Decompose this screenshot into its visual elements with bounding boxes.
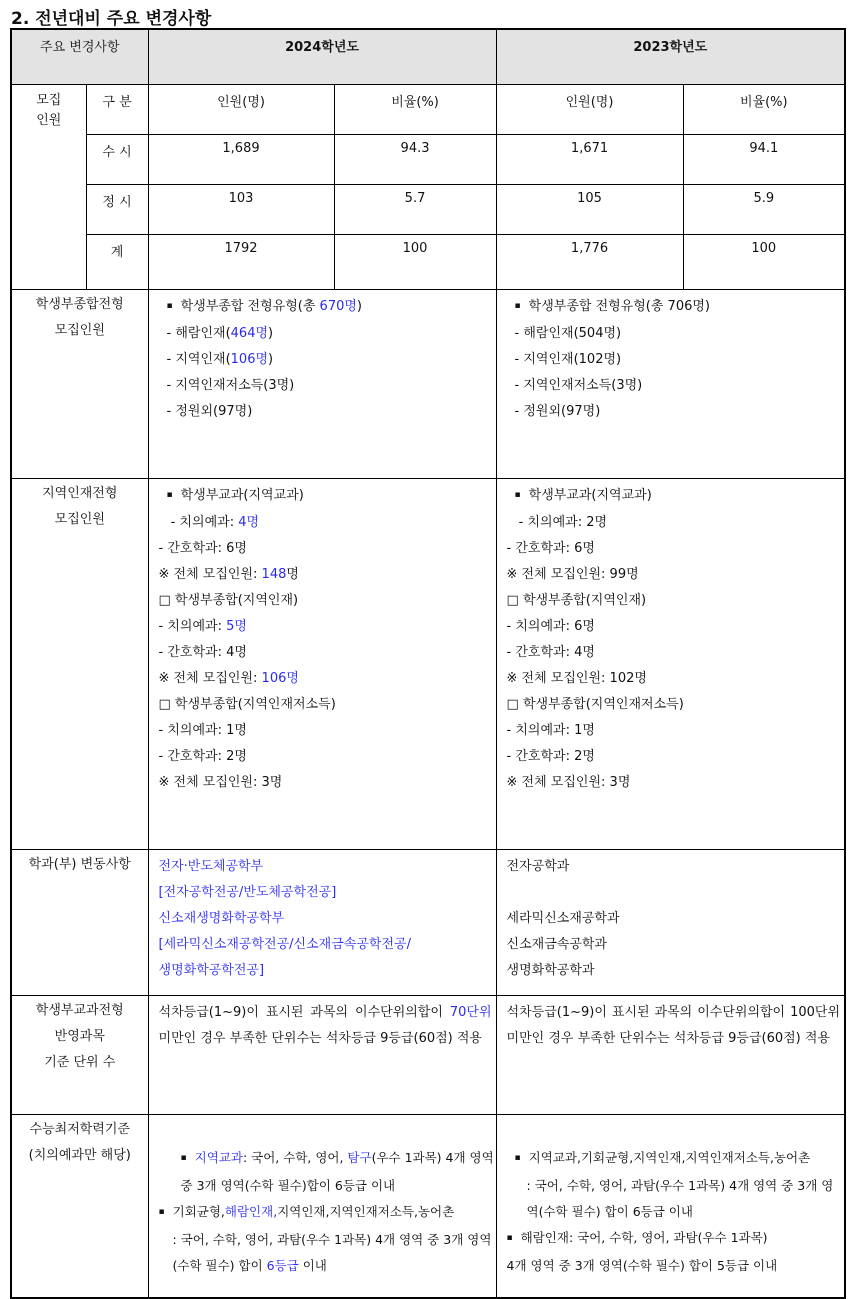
list-item: ▪ 지역교과: 국어, 수학, 영어, 탐구(우수 1과목) 4개 영역중 3개 영역(수학 필수)합이 6등급 이내 [159, 1145, 496, 1199]
list-item: ▪ 기회균형,해람인재,지역인재,지역인재저소득,농어촌 [159, 1199, 496, 1227]
list-item: - 정원외(97명) [514, 404, 601, 419]
list-item: - 정원외(97명) [166, 404, 253, 419]
cell: 1,671 [496, 135, 683, 185]
regional-row [11, 479, 845, 850]
list-item: [전자공학전공/반도체공학전공] [158, 885, 337, 900]
ratio-header-2023: 비율(%) [683, 85, 845, 135]
cell: 5.9 [683, 185, 845, 235]
list-item: 신소재금속공학과 [506, 937, 607, 952]
list-item: ▪ 학생부교과(지역교과) [159, 483, 496, 510]
table-row [11, 135, 845, 185]
csat-2024 [148, 1115, 496, 1299]
list-item: □ 학생부종합(지역인재) [506, 593, 647, 608]
list-item: ※ 전체 모집인원: 148명 [158, 567, 299, 582]
list-item: 전자공학과 [506, 859, 570, 874]
cell: 94.3 [334, 135, 496, 185]
list-item: ※ 전체 모집인원: 106명 [158, 671, 299, 686]
departments-label: 학과(부) 변동사항 [11, 850, 148, 996]
departments-2024 [148, 850, 496, 996]
list-item: ▪ 학생부종합 전형유형(총 706명) [507, 294, 845, 321]
list-item: - 지역인재(106명) [166, 352, 274, 367]
list-item: : 국어, 수학, 영어, 과탐(우수 1과목) 4개 영역 중 3개 영역(수학 필수) 합이 6등급 이내 [526, 1178, 834, 1219]
list-item: 4개 영역 중 3개 영역(수학 필수) 합이 5등급 이내 [506, 1258, 778, 1273]
list-item: □ 학생부종합(지역인재) [158, 593, 299, 608]
label-line: 반영과목 [54, 1029, 105, 1044]
header-label: 주요 변경사항 [11, 29, 148, 85]
changes-table [10, 28, 846, 1299]
ratio-header-2024: 비율(%) [334, 85, 496, 135]
label-line: 모집인원 [54, 512, 105, 527]
comprehensive-label [11, 290, 148, 479]
list-item: 생명화학공학과 [506, 963, 595, 978]
list-item: - 치의예과: 1명 [506, 723, 595, 738]
list-item: - 치의예과: 5명 [158, 619, 247, 634]
comprehensive-2023 [496, 290, 845, 479]
csat-row [11, 1115, 845, 1299]
list-item: - 치의예과: 1명 [158, 723, 247, 738]
cell: 103 [148, 185, 334, 235]
header-2023: 2023학년도 [496, 29, 845, 85]
list-item: - 간호학과: 6명 [158, 541, 247, 556]
list-item: - 치의예과: 6명 [506, 619, 595, 634]
cell: 100 [334, 235, 496, 290]
regional-label [11, 479, 148, 850]
cell: 1,689 [148, 135, 334, 185]
recruit-label: 모집 인원 [11, 85, 86, 290]
comprehensive-2024 [148, 290, 496, 479]
list-item: ▪ 학생부교과(지역교과) [507, 483, 845, 510]
units-2024: 석차등급(1~9)이 표시된 과목의 이수단위의합이 70단위 미만인 경우 부족한 단위수는 석차등급 9등급(60점) 적용 [148, 996, 496, 1115]
list-item: 세라믹신소재공학과 [506, 911, 620, 926]
header-row [11, 29, 845, 85]
list-item: - 간호학과: 4명 [506, 645, 595, 660]
list-item: - 간호학과: 6명 [506, 541, 595, 556]
list-item: ▪ 학생부종합 전형유형(총 670명) [159, 294, 496, 321]
regional-2023 [496, 479, 845, 850]
list-item: ※ 전체 모집인원: 99명 [506, 567, 639, 582]
cell: 94.1 [683, 135, 845, 185]
people-header-2023: 인원(명) [496, 85, 683, 135]
label-line: 학생부교과전형 [35, 1003, 124, 1018]
list-item: - 치의예과: 2명 [518, 515, 608, 530]
list-item [507, 880, 845, 906]
units-row [11, 996, 845, 1115]
list-item: ▪ 지역교과,기회균형,지역인재,지역인재저소득,농어촌 [507, 1145, 845, 1173]
category-header: 구 분 [86, 85, 148, 135]
table-row [11, 235, 845, 290]
list-item: - 지역인재(102명) [514, 352, 622, 367]
list-item: - 해람인재(504명) [514, 326, 622, 341]
list-item: ▪ 해람인재: 국어, 수학, 영어, 과탐(우수 1과목) [507, 1225, 845, 1253]
csat-2023 [496, 1115, 845, 1299]
departments-2023 [496, 850, 845, 996]
header-2024: 2024학년도 [148, 29, 496, 85]
people-header-2024: 인원(명) [148, 85, 334, 135]
list-item: 신소재생명화학공학부 [158, 911, 285, 926]
list-item: - 지역인재저소득(3명) [514, 378, 643, 393]
cell: 1792 [148, 235, 334, 290]
list-item: - 간호학과: 2명 [506, 749, 595, 764]
row-label: 수 시 [86, 135, 148, 185]
units-2023: 석차등급(1~9)이 표시된 과목의 이수단위의합이 100단위 미만인 경우 부족한 단위수는 석차등급 9등급(60점) 적용 [496, 996, 845, 1115]
list-item: [세라믹신소재공학전공/신소재금속공학전공/ [158, 937, 411, 952]
list-item: ※ 전체 모집인원: 102명 [506, 671, 647, 686]
list-item: ※ 전체 모집인원: 3명 [158, 775, 283, 790]
list-item: - 지역인재저소득(3명) [166, 378, 295, 393]
section-title: 2. 전년대비 주요 변경사항 [11, 9, 212, 29]
cell: 105 [496, 185, 683, 235]
row-label: 정 시 [86, 185, 148, 235]
list-item: □ 학생부종합(지역인재저소득) [158, 697, 336, 712]
row-label: 계 [86, 235, 148, 290]
cell: 5.7 [334, 185, 496, 235]
cell: 1,776 [496, 235, 683, 290]
list-item: ※ 전체 모집인원: 3명 [506, 775, 631, 790]
list-item: □ 학생부종합(지역인재저소득) [506, 697, 684, 712]
csat-label [11, 1115, 148, 1299]
label-line: (치의예과만 해당) [28, 1148, 131, 1163]
units-label [11, 996, 148, 1115]
label-line: 기준 단위 수 [44, 1055, 116, 1070]
list-item: - 간호학과: 2명 [158, 749, 247, 764]
regional-2024 [148, 479, 496, 850]
recruit-subheader-row [11, 85, 845, 135]
list-item: 전자·반도체공학부 [158, 859, 264, 874]
label-line: 학생부종합전형 [35, 297, 124, 312]
comprehensive-row [11, 290, 845, 479]
cell: 100 [683, 235, 845, 290]
label-line: 모집인원 [54, 323, 105, 338]
list-item: : 국어, 수학, 영어, 과탐(우수 1과목) 4개 영역 중 3개 영역(수학 필수) 합이 6등급 이내 [172, 1232, 492, 1273]
label-line: 지역인재전형 [42, 486, 118, 501]
list-item: - 간호학과: 4명 [158, 645, 247, 660]
departments-row [11, 850, 845, 996]
list-item: 생명화학공학전공] [158, 963, 265, 978]
list-item: - 해람인재(464명) [166, 326, 274, 341]
list-item: - 치의예과: 4명 [170, 515, 260, 530]
table-row [11, 185, 845, 235]
label-line: 수능최저학력기준 [29, 1122, 130, 1137]
